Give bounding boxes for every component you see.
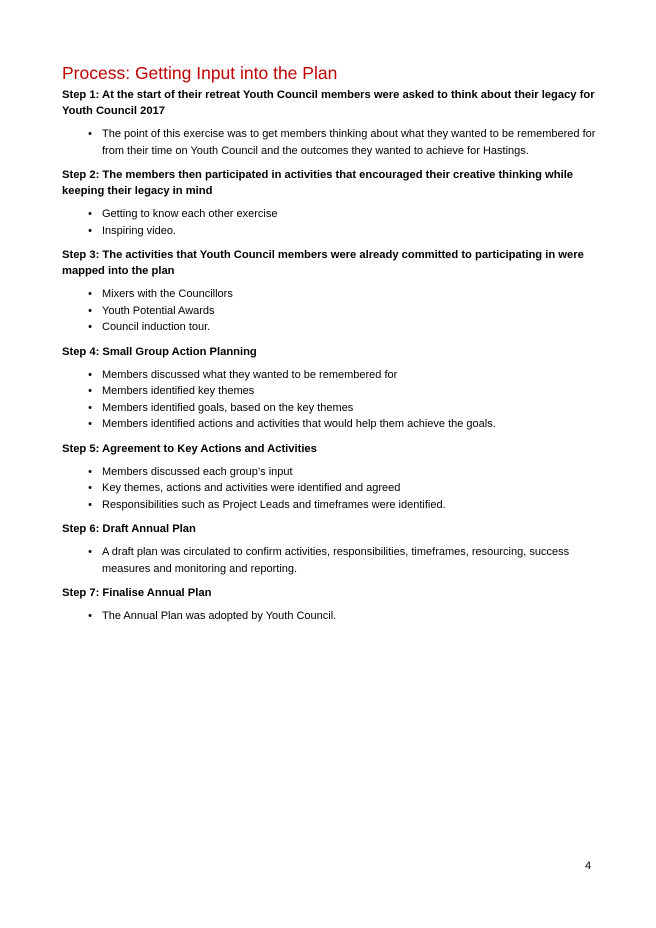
- step-4: [62, 344, 602, 433]
- bullet-list: [62, 544, 602, 577]
- list-item: • Key themes, actions and activities were identified and agreed: [62, 480, 602, 497]
- step-heading: Step 4: Small Group Action Planning: [62, 345, 257, 358]
- step-1: [62, 87, 602, 159]
- step-5: [62, 441, 602, 514]
- list-item: • The point of this exercise was to get members thinking about what they wanted to be remembered for from their time on Youth Council and the outcomes they wanted to achieve for Hastings.: [62, 126, 602, 159]
- page-title: Process: Getting Input into the Plan: [62, 63, 338, 83]
- list-item: • Getting to know each other exercise: [62, 206, 602, 223]
- list-item: • Members discussed what they wanted to be remembered for: [62, 367, 602, 384]
- list-item: • A draft plan was circulated to confirm activities, responsibilities, timeframes, resourcing, success measures and monitoring and reporting.: [62, 544, 602, 577]
- list-item: • Members identified actions and activities that would help them achieve the goals.: [62, 416, 602, 433]
- list-item: • Members discussed each group’s input: [62, 464, 602, 481]
- page-number: 4: [585, 860, 592, 872]
- bullet-icon: •: [88, 368, 92, 381]
- bullet-icon: •: [88, 128, 92, 140]
- bullet-icon: •: [88, 224, 92, 237]
- step-3: [62, 247, 602, 336]
- bullet-list: [62, 367, 602, 433]
- list-item: • Responsibilities such as Project Leads and timeframes were identified.: [62, 497, 602, 514]
- bullet-icon: •: [88, 304, 92, 317]
- bullet-list: [62, 206, 602, 239]
- bullet-list: [62, 608, 602, 625]
- bullet-icon: •: [88, 610, 92, 622]
- bullet-icon: •: [88, 482, 92, 494]
- bullet-icon: •: [88, 546, 92, 558]
- bullet-icon: •: [88, 288, 92, 300]
- step-heading: Step 1: At the start of their retreat Youth Council members were asked to think about their legacy for Youth Council 2017: [62, 89, 595, 117]
- list-item: • Members identified key themes: [62, 383, 602, 400]
- step-7: [62, 585, 602, 625]
- list-item: • Youth Potential Awards: [62, 303, 602, 320]
- bullet-icon: •: [88, 498, 92, 511]
- step-heading: Step 2: The members then participated in activities that encouraged their creative thinking while keeping their legacy in mind: [62, 169, 574, 197]
- list-item: • Inspiring video.: [62, 223, 602, 240]
- step-heading: Step 7: Finalise Annual Plan: [62, 587, 212, 599]
- list-item: • Council induction tour.: [62, 319, 602, 336]
- bullet-icon: •: [88, 208, 92, 220]
- step-2: [62, 167, 602, 239]
- bullet-list: [62, 286, 602, 336]
- list-item: • The Annual Plan was adopted by Youth Council.: [62, 608, 602, 625]
- step-heading: Step 6: Draft Annual Plan: [62, 523, 196, 535]
- document-page: [62, 62, 602, 633]
- bullet-list: [62, 126, 602, 159]
- step-6: [62, 521, 602, 577]
- list-item: • Members identified goals, based on the key themes: [62, 400, 602, 417]
- bullet-list: [62, 464, 602, 514]
- bullet-icon: •: [88, 418, 92, 430]
- bullet-icon: •: [88, 321, 92, 333]
- bullet-icon: •: [88, 385, 92, 397]
- step-heading: Step 5: Agreement to Key Actions and Activities: [62, 442, 317, 455]
- bullet-icon: •: [88, 465, 92, 478]
- list-item: • Mixers with the Councillors: [62, 286, 602, 303]
- bullet-icon: •: [88, 401, 92, 414]
- step-heading: Step 3: The activities that Youth Council members were already committed to participating in were mapped into the plan: [62, 249, 584, 277]
